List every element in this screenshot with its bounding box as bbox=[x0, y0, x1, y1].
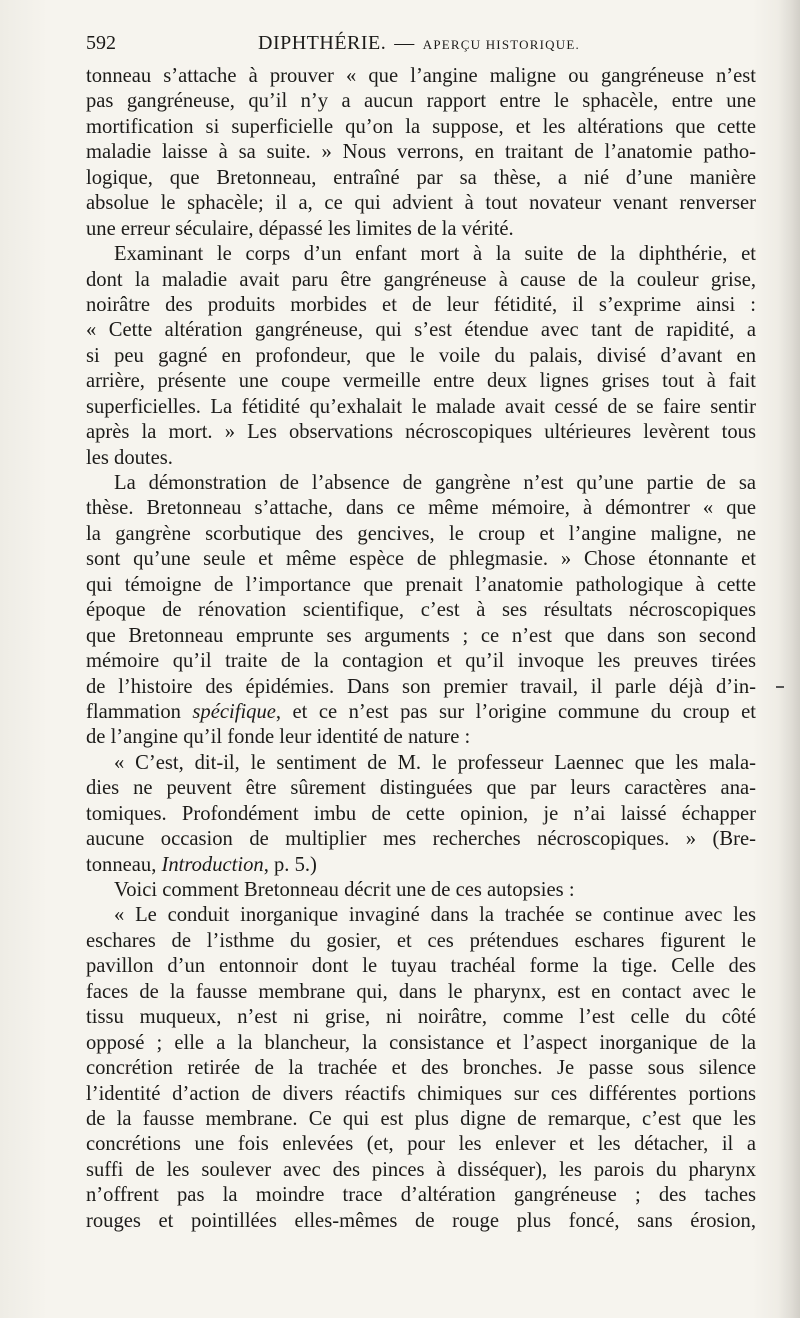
text-line: tissu muqueux, n’est ni grise, ni noirâtre, comme l’est celle du côté bbox=[86, 1006, 756, 1029]
text-line: « Cette altération gangréneuse, qui s’est étendue avec tant de rapidité, a bbox=[86, 319, 756, 342]
text-line: de l’histoire des épidémies. Dans son premier travail, il parle déjà d’in- bbox=[86, 675, 756, 698]
text-line: n’offrent pas la moindre trace d’altération gangréneuse ; des taches bbox=[86, 1184, 756, 1207]
text-line: concrétions une fois enlevées (et, pour les enlever et les détacher, il a bbox=[86, 1133, 756, 1156]
text-line: logique, que Bretonneau, entraîné par sa thèse, a nié d’une manière bbox=[86, 166, 756, 189]
text-line: rouges et pointillées elles-mêmes de rouge plus foncé, sans érosion, bbox=[86, 1209, 756, 1232]
text-line: maladie laisse à sa suite. » Nous verrons, en traitant de l’anatomie patho- bbox=[86, 141, 756, 164]
page-number: 592 bbox=[86, 32, 116, 54]
text-line: qui témoigne de l’importance que prenait l’anatomie pathologique à cette bbox=[86, 573, 756, 596]
text-line: que Bretonneau emprunte ses arguments ; ce n’est que dans son second bbox=[86, 624, 756, 647]
text-line: eschares de l’isthme du gosier, et ces prétendues eschares figurent le bbox=[86, 929, 756, 952]
margin-mark bbox=[776, 686, 784, 688]
running-title-subtitle: APERÇU HISTORIQUE. bbox=[422, 37, 580, 52]
running-title bbox=[258, 32, 580, 55]
text-line: arrière, présente une coupe vermeille entre deux lignes grises tout à fait bbox=[86, 370, 756, 393]
text-line: Voici comment Bretonneau décrit une de ces autopsies : bbox=[114, 879, 575, 901]
text-line: « Le conduit inorganique invaginé dans la trachée se continue avec les bbox=[114, 904, 756, 927]
text-line: de la fausse membrane. Ce qui est plus digne de remarque, c’est que les bbox=[86, 1107, 756, 1130]
text-line: faces de la fausse membrane qui, dans le pharynx, est en contact avec le bbox=[86, 980, 756, 1003]
text-line: pavillon d’un entonnoir dont le tuyau trachéal forme la tige. Celle des bbox=[86, 955, 756, 978]
text-line: tomiques. Profondément imbu de cette opinion, je n’ai laissé échapper bbox=[86, 802, 756, 825]
text-line: l’identité d’action de divers réactifs chimiques sur ces différentes portions bbox=[86, 1082, 756, 1105]
text-line: une erreur séculaire, dépassé les limites de la vérité. bbox=[86, 217, 514, 240]
text-line: les doutes. bbox=[86, 446, 173, 469]
text-line: de l’angine qu’il fonde leur identité de nature : bbox=[86, 726, 471, 749]
text-line: concrétion retirée de la trachée et des bronches. Je passe sous silence bbox=[86, 1057, 756, 1080]
text-line: superficielles. La fétidité qu’exhalait le malade avait cessé de se faire sentir bbox=[86, 395, 756, 418]
text-line: la gangrène scorbutique des gencives, le croup et l’angine maligne, ne bbox=[86, 522, 756, 545]
text-line: pas gangréneuse, qu’il n’y a aucun rapport entre le sphacèle, entre une bbox=[86, 90, 756, 113]
text-line: mémoire qu’il traite de la contagion et qu’il invoque les preuves tirées bbox=[86, 650, 756, 673]
running-title-separator: — bbox=[394, 32, 415, 54]
text-line: absolue le sphacèle; il a, ce qui advient à tout novateur venant renverser bbox=[86, 192, 756, 215]
body-text bbox=[86, 64, 756, 1234]
text-line: tonneau s’attache à prouver « que l’angine maligne ou gangréneuse n’est bbox=[86, 65, 756, 87]
text-line: tonneau, Introduction, p. 5.) bbox=[86, 853, 317, 876]
text-line: après la mort. » Les observations nécroscopiques ultérieures levèrent tous bbox=[86, 421, 756, 444]
text-line: Examinant le corps d’un enfant mort à la suite de la diphthérie, et bbox=[114, 243, 756, 266]
text-line: « C’est, dit-il, le sentiment de M. le professeur Laennec que les mala- bbox=[114, 751, 756, 774]
text-line: noirâtre des produits morbides et de leur fétidité, il s’exprime ainsi : bbox=[86, 293, 756, 316]
text-line: La démonstration de l’absence de gangrène n’est qu’une partie de sa bbox=[114, 472, 756, 494]
text-line: dont la maladie avait paru être gangréneuse à cause de la couleur grise, bbox=[86, 268, 756, 291]
page-edge-shadow bbox=[778, 0, 800, 1318]
text-line: thèse. Bretonneau s’attache, dans ce même mémoire, à démontrer « que bbox=[86, 497, 756, 520]
text-line: aucune occasion de multiplier mes recherches nécroscopiques. » (Bre- bbox=[86, 828, 756, 851]
text-line: opposé ; elle a la blancheur, la consistance et l’aspect inorganique de la bbox=[86, 1031, 756, 1054]
running-title-main: DIPHTHÉRIE. bbox=[258, 32, 387, 54]
text-line: si peu gagné en profondeur, que le voile du palais, divisé d’avant en bbox=[86, 344, 756, 367]
running-header bbox=[86, 28, 756, 62]
text-line: suffi de les soulever avec des pinces à disséquer), les parois du pharynx bbox=[86, 1158, 756, 1181]
text-line: dies ne peuvent être sûrement distinguées que par leurs caractères ana- bbox=[86, 777, 756, 800]
text-line: mortification si superficielle qu’on la suppose, et les altérations que cette bbox=[86, 115, 756, 138]
text-line: flammation spécifique, et ce n’est pas sur l’origine commune du croup et bbox=[86, 700, 756, 723]
text-line: sont qu’une seule et même espèce de phlegmasie. » Chose étonnante et bbox=[86, 548, 756, 571]
text-line: époque de rénovation scientifique, c’est à ses résultats nécroscopiques bbox=[86, 599, 756, 622]
